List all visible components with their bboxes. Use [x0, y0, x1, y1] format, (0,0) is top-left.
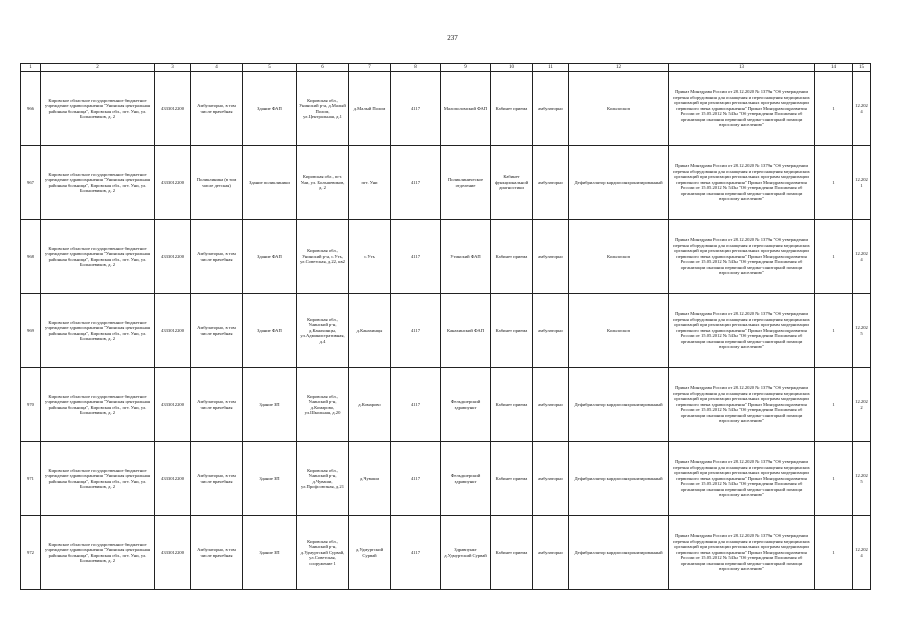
unit-cell: Утинский ФАП — [441, 220, 491, 294]
column-number-row — [21, 64, 871, 72]
column-number-cell: 1 — [21, 64, 41, 72]
column-number-cell: 14 — [815, 64, 853, 72]
legal-basis-cell: Приказ Минздрава России от 28.12.2020 № 1379н "Об утверждении перечня оборудования для оснащения и переоснащения медицинских организаций при реализации региональных программ модернизации первичного звена здравоохранения" Приказ Минздравсоцразвития России от 15.05.2012 № 543н "Об утверждении Положения об организации оказания первичной медико-санитарной помощи взрослому населению" — [669, 72, 815, 146]
organization-cell: Кировское областное государственное бюджетное учреждение здравоохранения "Унинская центральная районная больница", Кировская обл., пгт. Уни, ул. Большевиков, д. 2 — [41, 368, 155, 442]
care-conditions-cell: Амбулаторно, в том числе врачебная — [191, 72, 243, 146]
date-cell: 12.2025 — [853, 294, 871, 368]
quantity-cell: 1 — [815, 294, 853, 368]
room-cell: Кабинет функциональной диагностики — [491, 146, 533, 220]
building-cell: Здание поликлиники — [243, 146, 297, 220]
column-number-cell: 7 — [349, 64, 391, 72]
row-number-cell: 971 — [21, 442, 41, 516]
column-number-cell: 8 — [391, 64, 441, 72]
unit-cell: Канахинский ФАП — [441, 294, 491, 368]
code-cell: 4117 — [391, 516, 441, 590]
legal-basis-cell: Приказ Минздрава России от 28.12.2020 № 1379н "Об утверждении перечня оборудования для оснащения и переоснащения медицинских организаций при реализации региональных программ модернизации первичного звена здравоохранения" Приказ Минздравсоцразвития России от 15.05.2012 № 543н "Об утверждении Положения об организации оказания первичной медико-санитарной помощи взрослому населению" — [669, 442, 815, 516]
inn-cell: 4333012200 — [155, 442, 191, 516]
date-cell: 12.2024 — [853, 72, 871, 146]
room-cell: Кабинет приема — [491, 72, 533, 146]
column-number-cell: 2 — [41, 64, 155, 72]
legal-basis-cell: Приказ Минздрава России от 28.12.2020 № 1379н "Об утверждении перечня оборудования для оснащения и переоснащения медицинских организаций при реализации региональных программ модернизации первичного звена здравоохранения" Приказ Минздравсоцразвития России от 15.05.2012 № 543н "Об утверждении Положения об организации оказания первичной медико-санитарной помощи взрослому населению" — [669, 294, 815, 368]
date-cell: 12.2024 — [853, 516, 871, 590]
organization-cell: Кировское областное государственное бюджетное учреждение здравоохранения "Унинская центральная районная больница", Кировская обл., пгт. Уни, ул. Большевиков, д. 2 — [41, 294, 155, 368]
inn-cell: 4333012200 — [155, 516, 191, 590]
building-cell: Здание ФАП — [243, 294, 297, 368]
column-number-cell: 12 — [569, 64, 669, 72]
care-conditions-cell: Поликлиника (в том числе детская) — [191, 146, 243, 220]
column-number-cell: 10 — [491, 64, 533, 72]
room-cell: Кабинет приема — [491, 294, 533, 368]
row-number-cell: 966 — [21, 72, 41, 146]
address-cell: Кировская обл., Унинский р-н, д.Малый Полом, ул.Центральная, д.1 — [297, 72, 349, 146]
inn-cell: 4333012200 — [155, 72, 191, 146]
settlement-cell: д.Удмуртский Сурвай — [349, 516, 391, 590]
care-type-cell: амбулаторно — [533, 220, 569, 294]
quantity-cell: 1 — [815, 442, 853, 516]
quantity-cell: 1 — [815, 516, 853, 590]
code-cell: 4117 — [391, 442, 441, 516]
code-cell: 4117 — [391, 368, 441, 442]
legal-basis-cell: Приказ Минздрава России от 28.12.2020 № 1379н "Об утверждении перечня оборудования для оснащения и переоснащения медицинских организаций при реализации региональных программ модернизации первичного звена здравоохранения" Приказ Минздравсоцразвития России от 15.05.2012 № 543н "Об утверждении Положения об организации оказания первичной медико-санитарной помощи взрослому населению" — [669, 516, 815, 590]
column-number-cell: 13 — [669, 64, 815, 72]
building-cell: Здание ФАП — [243, 72, 297, 146]
address-cell: Кировская обл., Унинский р-н, д.Удмуртский Сурвай, ул.Советская, сооружение 1 — [297, 516, 349, 590]
organization-cell: Кировское областное государственное бюджетное учреждение здравоохранения "Унинская центральная районная больница", Кировская обл., пгт. Уни, ул. Большевиков, д. 2 — [41, 220, 155, 294]
settlement-cell: с.Уть — [349, 220, 391, 294]
building-cell: Здание ЗП — [243, 442, 297, 516]
inn-cell: 4333012200 — [155, 220, 191, 294]
equipment-cell: Дефибриллятор кардиосинхронизированный — [569, 368, 669, 442]
building-cell: Здание ЗП — [243, 368, 297, 442]
row-number-cell: 972 — [21, 516, 41, 590]
row-number-cell: 967 — [21, 146, 41, 220]
organization-cell: Кировское областное государственное бюджетное учреждение здравоохранения "Унинская центральная районная больница", Кировская обл., пгт. Уни, ул. Большевиков, д. 2 — [41, 442, 155, 516]
care-conditions-cell: Амбулаторно, в том числе врачебная — [191, 294, 243, 368]
inn-cell: 4333012200 — [155, 294, 191, 368]
care-type-cell: амбулаторно — [533, 368, 569, 442]
unit-cell: Здравпункт д.Удмуртский Сурвай — [441, 516, 491, 590]
column-number-cell: 15 — [853, 64, 871, 72]
unit-cell: Фельдшерский здравпункт — [441, 368, 491, 442]
organization-cell: Кировское областное государственное бюджетное учреждение здравоохранения "Унинская центральная районная больница", Кировская обл., пгт. Уни, ул. Большевиков, д. 2 — [41, 146, 155, 220]
column-number-cell: 3 — [155, 64, 191, 72]
table-row — [21, 442, 871, 516]
quantity-cell: 1 — [815, 72, 853, 146]
column-number-cell: 4 — [191, 64, 243, 72]
inn-cell: 4333012200 — [155, 368, 191, 442]
date-cell: 12.2022 — [853, 368, 871, 442]
building-cell: Здание ЗП — [243, 516, 297, 590]
care-type-cell: амбулаторно — [533, 442, 569, 516]
legal-basis-cell: Приказ Минздрава России от 28.12.2020 № 1379н "Об утверждении перечня оборудования для оснащения и переоснащения медицинских организаций при реализации региональных программ модернизации первичного звена здравоохранения" Приказ Минздравсоцразвития России от 15.05.2012 № 543н "Об утверждении Положения об организации оказания первичной медико-санитарной помощи взрослому населению" — [669, 220, 815, 294]
date-cell: 12.2024 — [853, 220, 871, 294]
table-row — [21, 368, 871, 442]
date-cell: 12.2021 — [853, 146, 871, 220]
equipment-cell: Кольпоскоп — [569, 72, 669, 146]
table-row — [21, 220, 871, 294]
legal-basis-cell: Приказ Минздрава России от 28.12.2020 № 1379н "Об утверждении перечня оборудования для оснащения и переоснащения медицинских организаций при реализации региональных программ модернизации первичного звена здравоохранения" Приказ Минздравсоцразвития России от 15.05.2012 № 543н "Об утверждении Положения об организации оказания первичной медико-санитарной помощи взрослому населению" — [669, 368, 815, 442]
room-cell: Кабинет приема — [491, 220, 533, 294]
table-row — [21, 516, 871, 590]
equipment-cell: Кольпоскоп — [569, 294, 669, 368]
unit-cell: Малополомский ФАП — [441, 72, 491, 146]
row-number-cell: 970 — [21, 368, 41, 442]
address-cell: Кировская обл., Унинский р-н, д.Чуваши, ул.Профсоюзная, д.21 — [297, 442, 349, 516]
care-type-cell: амбулаторно — [533, 294, 569, 368]
unit-cell: Поликлиническое отделение — [441, 146, 491, 220]
care-type-cell: амбулаторно — [533, 72, 569, 146]
settlement-cell: д.Малый Полом — [349, 72, 391, 146]
equipment-cell: Дефибриллятор кардиосинхронизированный — [569, 516, 669, 590]
quantity-cell: 1 — [815, 368, 853, 442]
quantity-cell: 1 — [815, 146, 853, 220]
organization-cell: Кировское областное государственное бюджетное учреждение здравоохранения "Унинская центральная районная больница", Кировская обл., пгт. Уни, ул. Большевиков, д. 2 — [41, 516, 155, 590]
code-cell: 4117 — [391, 146, 441, 220]
table-row — [21, 72, 871, 146]
address-cell: Кировская обл., Унинский р-н, д.Канахинцы, ул.Административная, д.4 — [297, 294, 349, 368]
room-cell: Кабинет приема — [491, 368, 533, 442]
quantity-cell: 1 — [815, 220, 853, 294]
equipment-cell: Дефибриллятор кардиосинхронизированный — [569, 146, 669, 220]
room-cell: Кабинет приема — [491, 516, 533, 590]
row-number-cell: 969 — [21, 294, 41, 368]
care-conditions-cell: Амбулаторно, в том числе врачебная — [191, 220, 243, 294]
equipment-cell: Дефибриллятор кардиосинхронизированный — [569, 442, 669, 516]
date-cell: 12.2025 — [853, 442, 871, 516]
address-cell: Кировская обл., Унинский р-н, д.Комарово, ул.Школьная, д.20 — [297, 368, 349, 442]
settlement-cell: пгт. Уни — [349, 146, 391, 220]
settlement-cell: д.Комарово — [349, 368, 391, 442]
care-conditions-cell: Амбулаторно, в том числе врачебная — [191, 442, 243, 516]
address-cell: Кировская обл., Унинский р-н, с.Уть, ул.Советская, д.22, кв2 — [297, 220, 349, 294]
care-conditions-cell: Амбулаторно, в том числе врачебная — [191, 368, 243, 442]
care-conditions-cell: Амбулаторно, в том числе врачебная — [191, 516, 243, 590]
table-row — [21, 146, 871, 220]
address-cell: Кировская обл., пгт. Уни, ул. Большевиков, д. 2 — [297, 146, 349, 220]
column-number-cell: 6 — [297, 64, 349, 72]
code-cell: 4117 — [391, 72, 441, 146]
page-number: 237 — [447, 34, 458, 42]
building-cell: Здание ФАП — [243, 220, 297, 294]
code-cell: 4117 — [391, 220, 441, 294]
code-cell: 4117 — [391, 294, 441, 368]
unit-cell: Фельдшерский здравпункт — [441, 442, 491, 516]
room-cell: Кабинет приема — [491, 442, 533, 516]
care-type-cell: амбулаторно — [533, 146, 569, 220]
column-number-cell: 11 — [533, 64, 569, 72]
settlement-cell: д.Чуваши — [349, 442, 391, 516]
column-number-cell: 9 — [441, 64, 491, 72]
care-type-cell: амбулаторно — [533, 516, 569, 590]
equipment-table — [20, 63, 871, 590]
settlement-cell: д.Канахинцы — [349, 294, 391, 368]
inn-cell: 4333012200 — [155, 146, 191, 220]
legal-basis-cell: Приказ Минздрава России от 28.12.2020 № 1379н "Об утверждении перечня оборудования для оснащения и переоснащения медицинских организаций при реализации региональных программ модернизации первичного звена здравоохранения" Приказ Минздравсоцразвития России от 15.05.2012 № 543н "Об утверждении Положения об организации оказания первичной медико-санитарной помощи взрослому населению" — [669, 146, 815, 220]
equipment-cell: Кольпоскоп — [569, 220, 669, 294]
row-number-cell: 968 — [21, 220, 41, 294]
organization-cell: Кировское областное государственное бюджетное учреждение здравоохранения "Унинская центральная районная больница", Кировская обл., пгт. Уни, ул. Большевиков, д. 2 — [41, 72, 155, 146]
table-row — [21, 294, 871, 368]
column-number-cell: 5 — [243, 64, 297, 72]
